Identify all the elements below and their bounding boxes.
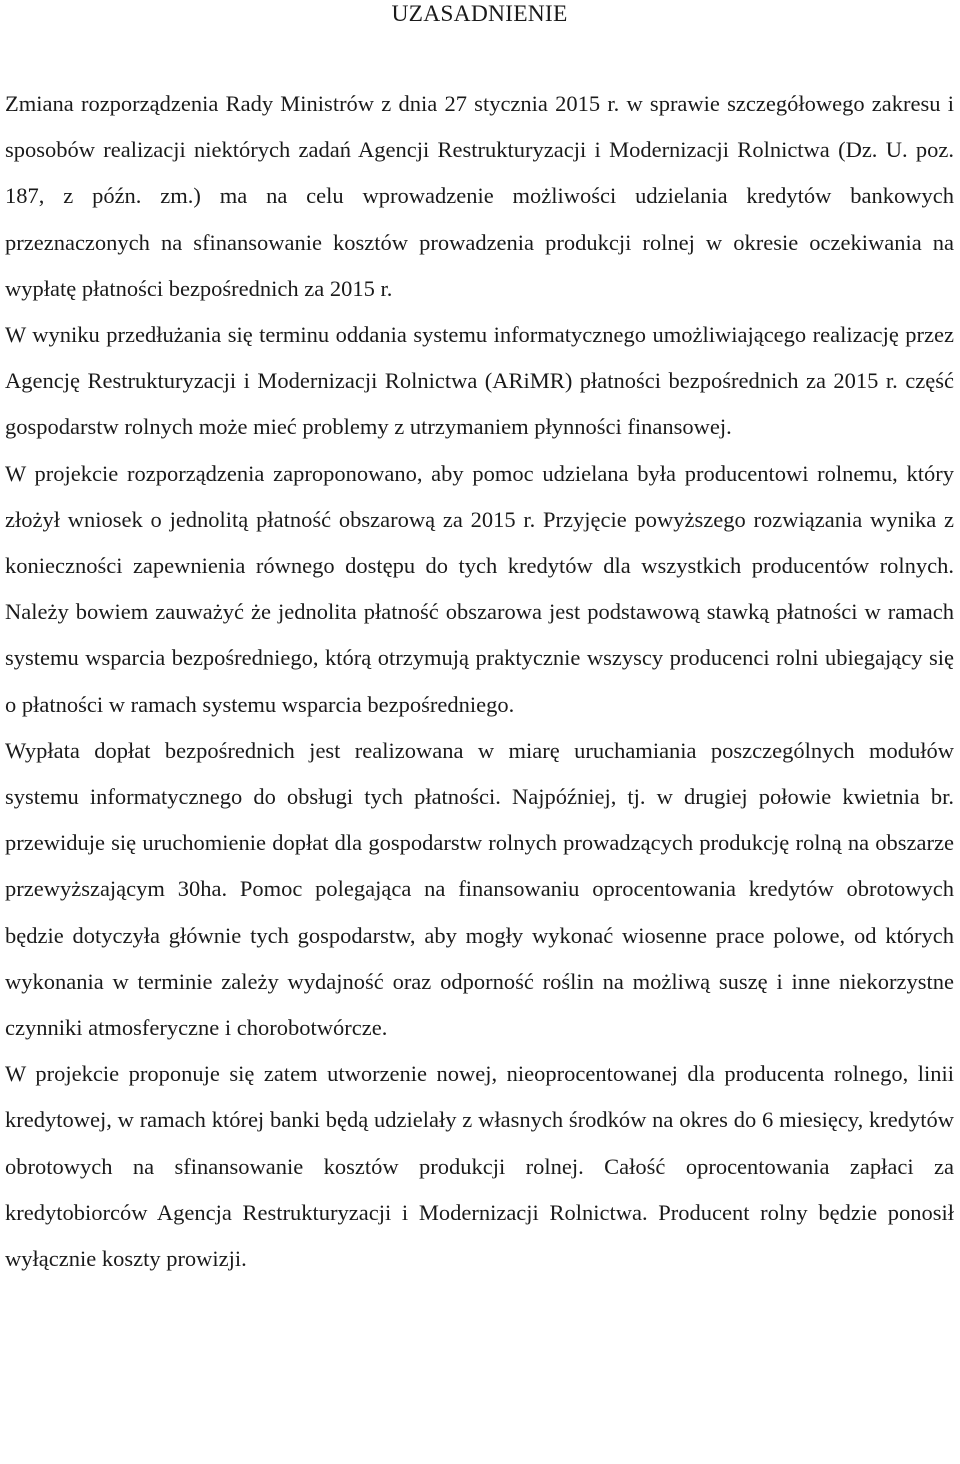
- paragraph-2: W wyniku przedłużania się terminu oddania systemu informatycznego umożliwiającego realizację przez Agencję Restrukturyzacji i Modernizacji Rolnictwa (ARiMR) płatności bezpośrednich za 2015 r. część gospodarstw rolnych może mieć problemy z utrzymaniem płynności finansowej.: [5, 322, 954, 440]
- document-body: [5, 81, 954, 1282]
- paragraph-3: W projekcie rozporządzenia zaproponowano, aby pomoc udzielana była producentowi rolnemu, który złożył wniosek o jednolitą płatność obszarową za 2015 r. Przyjęcie powyższego rozwiązania wynika z konieczności zapewnienia równego dostępu do tych kredytów dla wszystkich producentów rolnych. Należy bowiem zauważyć że jednolita płatność obszarowa jest podstawową stawką płatności w ramach systemu wsparcia bezpośredniego, którą otrzymują praktycznie wszyscy producenci rolni ubiegający się o płatności w ramach systemu wsparcia bezpośredniego.: [5, 460, 954, 717]
- document-title: UZASADNIENIE: [391, 1, 568, 27]
- paragraph-1: Zmiana rozporządzenia Rady Ministrów z dnia 27 stycznia 2015 r. w sprawie szczegółowego zakresu i sposobów realizacji niektórych zadań Agencji Restrukturyzacji i Modernizacji Rolnictwa (Dz. U. poz. 187, z późn. zm.) ma na celu wprowadzenie możliwości udzielania kredytów bankowych przeznaczonych na sfinansowanie kosztów prowadzenia produkcji rolnej w okresie oczekiwania na wypłatę płatności bezpośrednich za 2015 r.: [5, 91, 954, 301]
- paragraph-4: Wypłata dopłat bezpośrednich jest realizowana w miarę uruchamiania poszczególnych modułów systemu informatycznego do obsługi tych płatności. Najpóźniej, tj. w drugiej połowie kwietnia br. przewiduje się uruchomienie dopłat dla gospodarstw rolnych prowadzących produkcję rolną na obszarze przewyższającym 30ha. Pomoc polegająca na finansowaniu oprocentowania kredytów obrotowych będzie dotyczyła głównie tych gospodarstw, aby mogły wykonać wiosenne prace polowe, od których wykonania w terminie zależy wydajność oraz odporność roślin na możliwą suszę i inne niekorzystne czynniki atmosferyczne i chorobotwórcze.: [5, 737, 954, 1041]
- paragraph-5: W projekcie proponuje się zatem utworzenie nowej, nieoprocentowanej dla producenta rolnego, linii kredytowej, w ramach której banki będą udzielały z własnych środków na okres do 6 miesięcy, kredytów obrotowych na sfinansowanie kosztów produkcji rolnej. Całość oprocentowania zapłaci za kredytobiorców Agencja Restrukturyzacji i Modernizacji Rolnictwa. Producent rolny będzie ponosił wyłącznie koszty prowizji.: [5, 1061, 954, 1272]
